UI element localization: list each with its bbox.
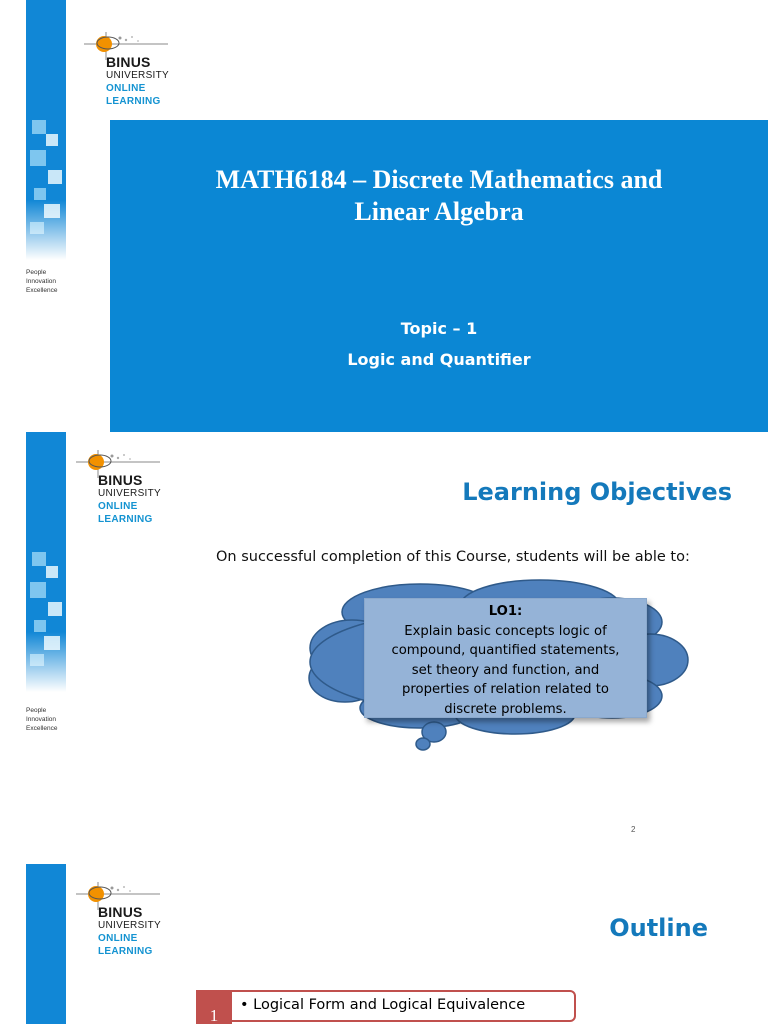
slide-title	[0, 0, 768, 432]
logo-university: UNIVERSITY	[98, 488, 162, 499]
outline-item-text: • Logical Form and Logical Equivalence	[240, 997, 526, 1013]
slide-learning-objectives	[0, 432, 768, 864]
binus-logo	[84, 32, 194, 112]
decorative-strip	[26, 0, 66, 260]
logo-name: BINUS	[98, 904, 143, 920]
tagline: People Innovation Excellence	[26, 269, 58, 294]
topic-number: Topic – 1	[400, 319, 478, 338]
slide-title: Outline	[609, 914, 708, 942]
intro-text: On successful completion of this Course, students will be able to:	[216, 549, 690, 565]
logo-name: BINUS	[98, 472, 143, 488]
course-title: MATH6184 – Discrete Mathematics and Linear Algebra	[215, 165, 663, 226]
lo-line: discrete problems.	[444, 701, 567, 717]
decorative-strip	[26, 864, 66, 1024]
learning-objective-box	[364, 598, 647, 718]
binus-logo	[76, 882, 186, 962]
logo-name: BINUS	[106, 54, 151, 70]
logo-online-learning: ONLINE LEARNING	[98, 501, 153, 525]
slide-outline	[0, 864, 768, 1024]
logo-online-learning: ONLINE LEARNING	[98, 933, 153, 957]
lo-line: set theory and function, and	[411, 662, 600, 678]
lo-heading: LO1:	[488, 604, 523, 619]
logo-university: UNIVERSITY	[98, 920, 162, 931]
topic-block	[110, 313, 768, 375]
outline-item	[226, 990, 576, 1022]
lo-line: compound, quantified statements,	[391, 643, 620, 658]
tagline: People Innovation Excellence	[26, 707, 58, 732]
outline-item-number-tab	[196, 990, 232, 1024]
slide-title: Learning Objectives	[462, 478, 732, 506]
lo-line: Explain basic concepts logic of	[404, 623, 607, 639]
outline-item-number: 1	[209, 1006, 219, 1024]
logo-online-learning: ONLINE LEARNING	[106, 83, 161, 107]
title-banner	[110, 120, 768, 432]
logo-university: UNIVERSITY	[106, 70, 170, 81]
page-number: 2	[631, 825, 636, 834]
lo-line: properties of relation related to	[402, 682, 609, 697]
topic-subtitle: Logic and Quantifier	[347, 350, 531, 369]
